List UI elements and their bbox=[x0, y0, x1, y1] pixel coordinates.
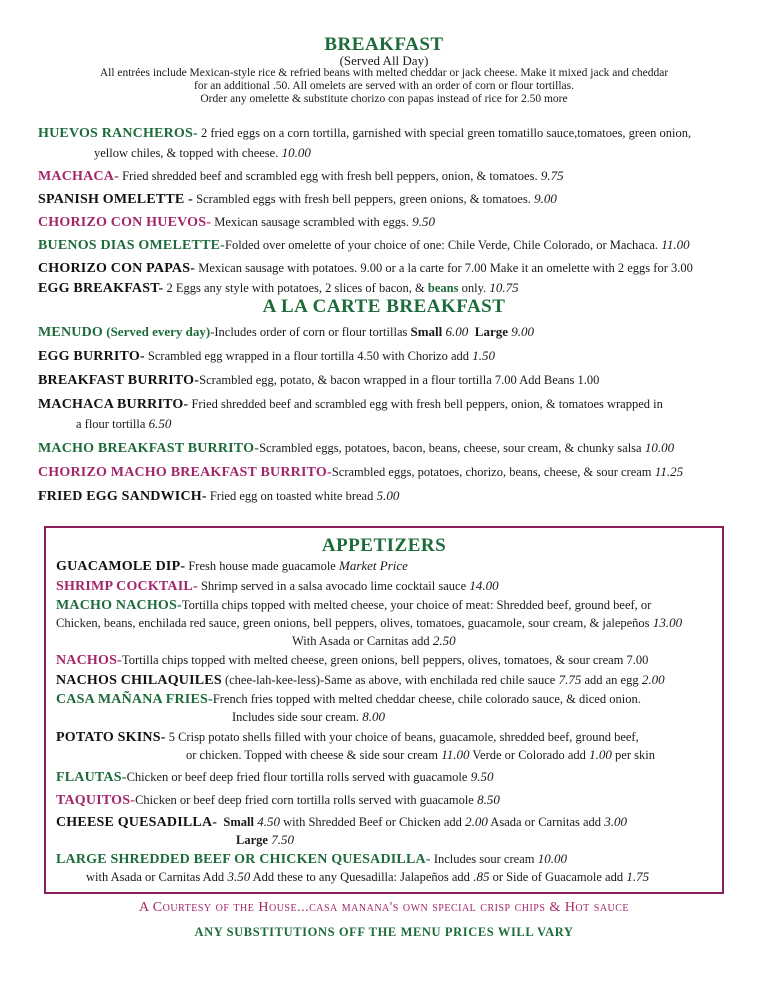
item-name: CHORIZO MACHO BREAKFAST BURRITO bbox=[38, 465, 327, 480]
item-name: EGG BREAKFAST bbox=[38, 281, 159, 296]
item-sep: - bbox=[192, 579, 198, 594]
item-desc: Includes sour cream bbox=[430, 852, 535, 866]
item-name: CHORIZO CON HUEVOS bbox=[38, 215, 207, 230]
courtesy-note: A Courtesy of the House...casa manana's own special crisp chips & Hot sauce bbox=[138, 900, 630, 915]
item-sep: - bbox=[177, 598, 182, 613]
item-desc: Scrambled egg wrapped in a flour tortilla 4.50 with Chorizo add bbox=[144, 349, 470, 363]
menu-item bbox=[56, 767, 720, 787]
item-price: 7.75 bbox=[555, 672, 582, 687]
item-sep: - bbox=[160, 730, 166, 745]
item-price: 8.50 bbox=[473, 792, 500, 807]
breakfast-subtitle: (Served All Day) bbox=[339, 53, 429, 68]
item-desc: Mexican sausage scrambled with eggs. bbox=[211, 215, 409, 229]
menu-item bbox=[56, 728, 720, 764]
item-name: GUACAMOLE DIP bbox=[56, 559, 181, 574]
item-desc: Small bbox=[217, 815, 254, 829]
item-desc-4: or Side of Guacamole add bbox=[489, 870, 624, 884]
item-price: 9.75 bbox=[537, 168, 564, 183]
item-desc: Fried shredded beef and scrambled egg with fresh bell peppers, onion, & tomatoes wrapped in bbox=[188, 397, 663, 411]
item-desc-2: a flour tortilla bbox=[76, 417, 146, 431]
item-desc-2: with Asada or Carnitas Add bbox=[86, 870, 225, 884]
menu-item bbox=[56, 850, 720, 886]
item-sep: - bbox=[158, 281, 164, 296]
appetizers-box bbox=[44, 526, 724, 894]
item-sep: - bbox=[183, 397, 189, 412]
item-sep: - bbox=[114, 169, 119, 184]
menu-item bbox=[56, 650, 720, 670]
item-name: MACHACA BURRITO bbox=[38, 397, 184, 412]
item-price-2: 3.50 bbox=[224, 869, 251, 884]
large-label: Large bbox=[468, 324, 508, 339]
item-price-2: 7.50 bbox=[267, 832, 294, 847]
breakfast-note-3: Order any omelette & substitute chorizo con papas instead of rice for 2.50 more bbox=[200, 93, 568, 105]
item-desc: (chee-lah-kee-less)-Same as above, with enchilada red chile sauce bbox=[221, 673, 556, 687]
breakfast-note-2: for an additional .50. All omelets are served with an order of corn or flour tortillas. bbox=[193, 80, 575, 92]
item-desc: Tortilla chips topped with melted cheese, green onions, bell peppers, olives, tomatoes, & sour cream 7.00 bbox=[121, 653, 649, 667]
item-desc-3: Verde or Colorado add bbox=[469, 748, 586, 762]
item-name: POTATO SKINS bbox=[56, 730, 161, 745]
item-sep: - bbox=[117, 653, 122, 668]
item-sep: - bbox=[194, 373, 200, 388]
item-desc: Folded over omelette of your choice of one: Chile Verde, Chile Colorado, or Machaca. bbox=[225, 238, 659, 252]
menu-item bbox=[38, 166, 750, 186]
item-desc-3: Add these to any Quesadilla: Jalapeños add bbox=[250, 870, 470, 884]
menu-item-menudo bbox=[38, 322, 750, 342]
item-price-3: 1.00 bbox=[585, 747, 612, 762]
menu-item bbox=[56, 576, 720, 596]
menu-item bbox=[56, 813, 720, 849]
item-sep: - bbox=[425, 852, 431, 867]
item-sep: - bbox=[130, 793, 136, 808]
item-desc: Scrambled eggs with fresh bell peppers, green onions, & tomatoes. bbox=[193, 192, 531, 206]
item-sep: - bbox=[180, 559, 186, 574]
item-price: 14.00 bbox=[466, 578, 499, 593]
menu-item bbox=[38, 346, 750, 366]
menu-item bbox=[56, 690, 720, 726]
item-sep: - bbox=[201, 489, 207, 504]
breakfast-header bbox=[0, 34, 768, 106]
item-desc: Chicken or beef deep fried corn tortilla rolls served with guacamole bbox=[135, 793, 474, 807]
item-price-3: 2.00 bbox=[638, 672, 665, 687]
item-price: 11.00 bbox=[658, 237, 690, 252]
item-name: EGG BURRITO bbox=[38, 349, 140, 364]
item-desc-3: or a la carte for 7.00 Make it an omelette with 2 eggs for 3.00 bbox=[382, 261, 693, 275]
large-price: 9.00 bbox=[508, 324, 534, 339]
item-desc-4: Asada or Carnitas add bbox=[487, 815, 602, 829]
item-sep: - bbox=[326, 465, 332, 480]
item-price: 10.00 bbox=[534, 851, 567, 866]
item-desc-2: Includes side sour cream. bbox=[232, 710, 360, 724]
item-desc-2: or chicken. Topped with cheese & side sour cream bbox=[186, 748, 438, 762]
item-name: CHEESE QUESADILLA bbox=[56, 815, 213, 830]
item-desc: French fries topped with melted cheddar cheese, chile colorado sauce, & diced onion. bbox=[212, 692, 641, 706]
item-price: 9.00 bbox=[530, 191, 557, 206]
item-desc-3: add an egg bbox=[581, 673, 639, 687]
item-desc: Scrambled eggs, potatoes, chorizo, beans, cheese, & sour cream bbox=[331, 465, 652, 479]
item-name: NACHOS bbox=[56, 653, 118, 668]
item-name: SHRIMP COCKTAIL bbox=[56, 579, 193, 594]
item-name: BREAKFAST BURRITO bbox=[38, 373, 195, 388]
item-paren: (Served every day) bbox=[102, 324, 211, 339]
item-desc: Shrimp served in a salsa avocado lime cocktail sauce bbox=[197, 579, 467, 593]
item-sep: - bbox=[254, 441, 260, 456]
menu-item bbox=[38, 189, 750, 209]
appetizers-title: APPETIZERS bbox=[321, 535, 447, 556]
item-desc: -Includes order of corn or flour tortillas bbox=[210, 325, 411, 339]
item-price-3: .85 bbox=[469, 869, 490, 884]
item-desc-2: Chicken, beans, enchilada red sauce, green onions, bell peppers, olives, tomatoes, guacamole, sour cream, & jalepeños bbox=[56, 616, 650, 630]
item-sep: - bbox=[206, 215, 212, 230]
item-desc: 2 Eggs any style with potatoes, 2 slices of bacon, & bbox=[163, 281, 425, 295]
item-name: LARGE SHREDDED BEEF OR CHICKEN QUESADILLA bbox=[56, 852, 426, 867]
menu-item bbox=[56, 790, 720, 810]
item-name: FLAUTAS bbox=[56, 770, 122, 785]
item-desc-4: per skin bbox=[611, 748, 655, 762]
item-price: 9.50 bbox=[467, 769, 494, 784]
item-price-4: 3.00 bbox=[601, 814, 628, 829]
item-price: 8.00 bbox=[359, 709, 386, 724]
alacarte-header bbox=[0, 296, 768, 318]
menu-item bbox=[56, 670, 720, 690]
menu-item bbox=[38, 486, 750, 506]
menu-item bbox=[38, 123, 750, 163]
item-name: CASA MAÑANA FRIES bbox=[56, 692, 208, 707]
appetizer-items bbox=[56, 556, 720, 886]
menu-item bbox=[38, 370, 750, 390]
item-price: 11.25 bbox=[651, 464, 684, 479]
item-price: 5.00 bbox=[373, 488, 400, 503]
menu-item bbox=[38, 462, 750, 482]
breakfast-title: BREAKFAST bbox=[324, 34, 444, 55]
small-label: Small bbox=[410, 324, 443, 339]
item-sep: - bbox=[212, 815, 218, 830]
item-price: 6.50 bbox=[145, 416, 172, 431]
item-desc: Scrambled eggs, potatoes, bacon, beans, cheese, sour cream, & chunky salsa bbox=[259, 441, 642, 455]
item-name: BUENOS DIAS OMELETTE bbox=[38, 238, 221, 253]
item-sep: - bbox=[220, 238, 226, 253]
menu-item bbox=[38, 278, 750, 298]
item-sep: - bbox=[139, 349, 145, 364]
item-price: 1.50 bbox=[469, 348, 496, 363]
item-price: 10.75 bbox=[486, 280, 519, 295]
item-price: 10.00 bbox=[641, 440, 675, 455]
item-desc: Scrambled egg, potato, & bacon wrapped in a flour tortilla 7.00 Add Beans 1.00 bbox=[199, 373, 600, 387]
menu-item bbox=[56, 596, 720, 650]
item-desc: Fresh house made guacamole bbox=[185, 559, 339, 573]
item-name: CHORIZO CON PAPAS bbox=[38, 261, 191, 276]
menu-item bbox=[38, 212, 750, 232]
item-name: MACHO BREAKFAST BURRITO bbox=[38, 441, 255, 456]
alacarte-title: A LA CARTE BREAKFAST bbox=[262, 296, 506, 317]
item-price: 10.00 bbox=[278, 145, 311, 160]
item-sep: - bbox=[207, 692, 213, 707]
item-price: 13.00 bbox=[649, 615, 683, 630]
item-price: Market Price bbox=[338, 558, 408, 573]
item-desc-3: With Asada or Carnitas add bbox=[292, 634, 430, 648]
item-name: TAQUITOS bbox=[56, 793, 131, 808]
item-price-3: 2.50 bbox=[429, 633, 456, 648]
breakfast-items bbox=[38, 123, 750, 298]
item-sep: - bbox=[190, 261, 196, 276]
item-beans: beans bbox=[424, 281, 459, 295]
item-name: HUEVOS RANCHEROS bbox=[38, 126, 193, 141]
breakfast-note-1: All entrées include Mexican-style rice & refried beans with melted cheddar or jack cheese. Make it mixed jack and cheddar bbox=[99, 67, 669, 79]
substitutions-note: ANY SUBSTITUTIONS OFF THE MENU PRICES WILL VARY bbox=[194, 925, 574, 939]
item-name: MENUDO bbox=[38, 325, 103, 340]
item-name: MACHACA bbox=[38, 169, 115, 184]
item-name: MACHO NACHOS bbox=[56, 598, 178, 613]
menu-item bbox=[38, 258, 750, 278]
alacarte-items bbox=[38, 322, 750, 506]
small-price: 6.00 bbox=[442, 324, 469, 339]
item-price-4: 1.75 bbox=[623, 869, 650, 884]
item-desc: Fried shredded beef and scrambled egg with fresh bell peppers, onion, & tomatoes. bbox=[118, 169, 538, 183]
item-name: SPANISH OMELETTE bbox=[38, 192, 185, 207]
item-price: 9.50 bbox=[408, 214, 435, 229]
item-desc: Chicken or beef deep fried flour tortilla rolls served with guacamole bbox=[126, 770, 468, 784]
item-desc-4: only. bbox=[458, 281, 487, 295]
item-desc: 5 Crisp potato shells filled with your choice of beans, guacamole, shredded beef, ground beef, bbox=[165, 730, 639, 744]
item-sep: - bbox=[184, 192, 194, 207]
item-desc-2: Large bbox=[236, 833, 268, 847]
item-desc: Tortilla chips topped with melted cheese, your choice of meat: Shredded beef, ground beef, or bbox=[181, 598, 652, 612]
item-price: 4.50 bbox=[253, 814, 280, 829]
item-name: FRIED EGG SANDWICH bbox=[38, 489, 202, 504]
item-name: NACHOS CHILAQUILES bbox=[56, 673, 222, 688]
item-desc: Mexican sausage with potatoes. 9.00 bbox=[195, 261, 383, 275]
menu-item bbox=[38, 235, 750, 255]
item-desc: Fried egg on toasted white bread bbox=[206, 489, 374, 503]
item-sep: - bbox=[193, 126, 198, 141]
item-price: 11.00 bbox=[437, 747, 470, 762]
item-desc-2: yellow chiles, & topped with cheese. bbox=[94, 146, 279, 160]
item-desc: 2 fried eggs on a corn tortilla, garnished with special green tomatillo sauce,tomatoes, green onion, bbox=[197, 126, 692, 140]
menu-item bbox=[38, 438, 750, 458]
menu-item bbox=[38, 394, 750, 434]
item-price-3: 2.00 bbox=[461, 814, 488, 829]
item-desc-3: with Shredded Beef or Chicken add bbox=[279, 815, 462, 829]
item-sep: - bbox=[121, 770, 127, 785]
menu-item bbox=[56, 556, 720, 576]
